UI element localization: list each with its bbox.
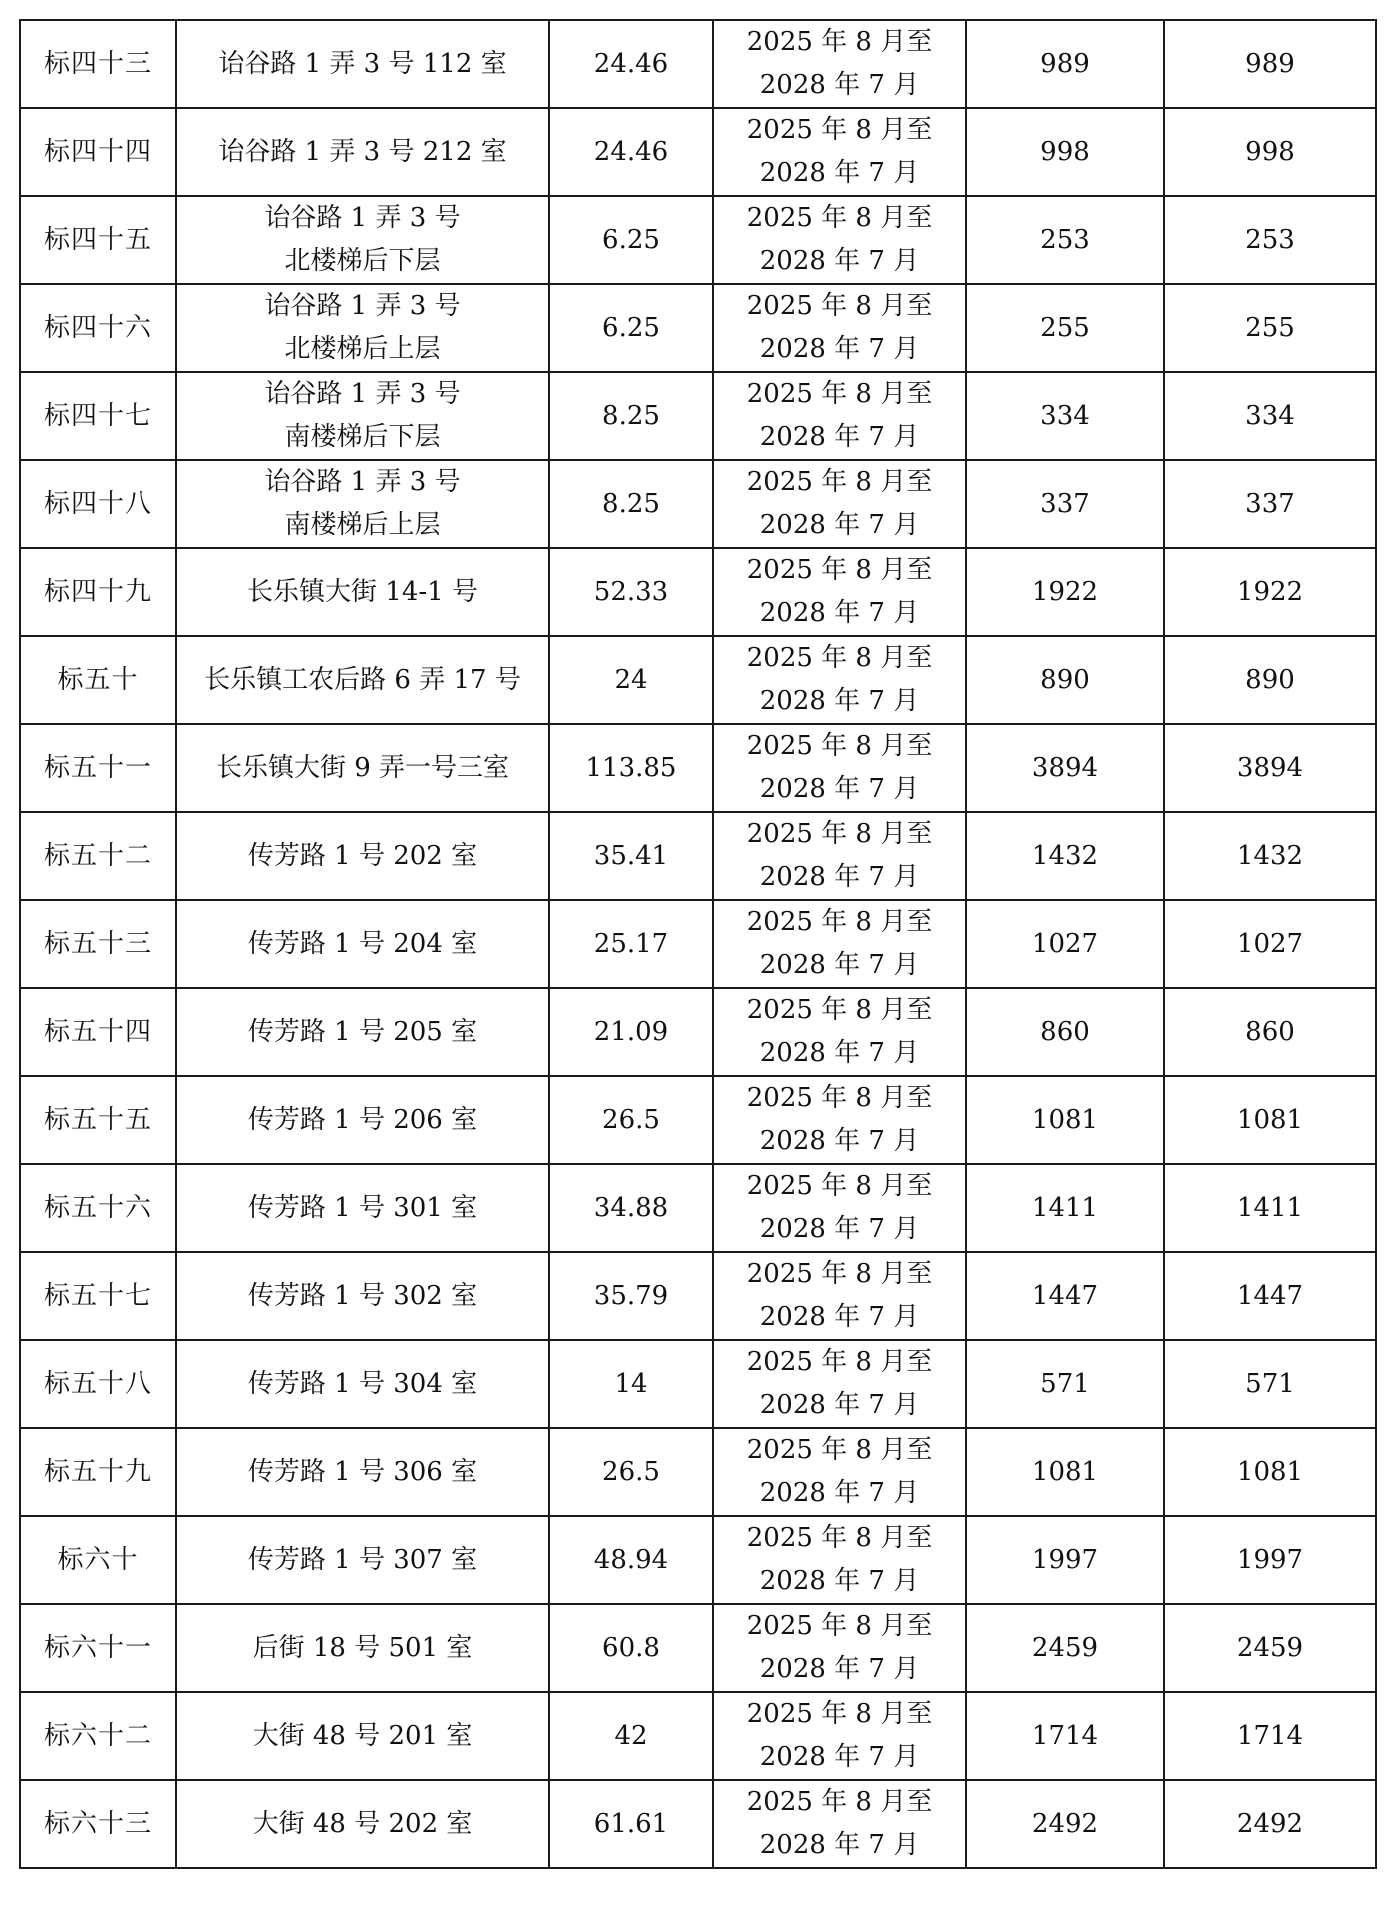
- table-row: [20, 988, 1376, 1076]
- address-cell: [176, 636, 549, 724]
- address-cell: [176, 1340, 549, 1428]
- lease-term-cell: [713, 636, 966, 724]
- area-cell: 24: [549, 636, 713, 724]
- table-row: [20, 636, 1376, 724]
- rent-cell-a: 1411: [966, 1164, 1164, 1252]
- term-line: 2028 年 7 月: [759, 1390, 920, 1420]
- lot-number-cell: 标五十二: [20, 812, 176, 900]
- address-line: 诒谷路 1 弄 3 号: [264, 467, 461, 497]
- rent-cell-a: 1081: [966, 1076, 1164, 1164]
- address-line: 长乐镇工农后路 6 弄 17 号: [204, 664, 521, 695]
- table-row: [20, 724, 1376, 812]
- lot-number-cell: 标四十七: [20, 372, 176, 460]
- term-line: 2028 年 7 月: [759, 862, 920, 892]
- rent-cell-a: 2459: [966, 1604, 1164, 1692]
- lot-number-cell: 标五十: [20, 636, 176, 724]
- rent-cell-b: 1922: [1164, 548, 1376, 636]
- area-cell: 35.79: [549, 1252, 713, 1340]
- rent-cell-a: 989: [966, 20, 1164, 108]
- address-cell: [176, 1164, 549, 1252]
- lot-number-cell: 标五十九: [20, 1428, 176, 1516]
- address-line: 南楼梯后上层: [284, 510, 441, 540]
- area-cell: 25.17: [549, 900, 713, 988]
- address-line: 传芳路 1 号 202 室: [247, 840, 478, 871]
- lot-number-cell: 标四十九: [20, 548, 176, 636]
- address-cell: [176, 20, 549, 108]
- term-line: 2025 年 8 月至: [746, 1611, 933, 1641]
- term-line: 2025 年 8 月至: [746, 819, 933, 849]
- rent-cell-b: 1081: [1164, 1076, 1376, 1164]
- lease-table-body: [20, 20, 1376, 1868]
- address-line: 诒谷路 1 弄 3 号: [264, 203, 461, 233]
- address-cell: [176, 460, 549, 548]
- address-cell: [176, 812, 549, 900]
- table-row: [20, 196, 1376, 284]
- lease-term-cell: [713, 1604, 966, 1692]
- term-line: 2025 年 8 月至: [746, 115, 933, 145]
- address-line: 诒谷路 1 弄 3 号 212 室: [218, 136, 507, 167]
- table-row: [20, 900, 1376, 988]
- lease-term-cell: [713, 108, 966, 196]
- area-cell: 24.46: [549, 108, 713, 196]
- area-cell: 8.25: [549, 460, 713, 548]
- address-line: 大街 48 号 202 室: [252, 1808, 473, 1839]
- rent-cell-b: 2459: [1164, 1604, 1376, 1692]
- lot-number-cell: 标五十八: [20, 1340, 176, 1428]
- rent-cell-a: 334: [966, 372, 1164, 460]
- address-line: 传芳路 1 号 304 室: [247, 1368, 478, 1399]
- area-cell: 21.09: [549, 988, 713, 1076]
- term-line: 2028 年 7 月: [759, 158, 920, 188]
- table-row: [20, 20, 1376, 108]
- term-line: 2025 年 8 月至: [746, 291, 933, 321]
- rent-cell-a: 998: [966, 108, 1164, 196]
- term-line: 2028 年 7 月: [759, 510, 920, 540]
- table-row: [20, 1692, 1376, 1780]
- rent-cell-b: 337: [1164, 460, 1376, 548]
- lot-number-cell: 标五十五: [20, 1076, 176, 1164]
- address-line: 北楼梯后下层: [284, 246, 441, 276]
- rent-cell-b: 1432: [1164, 812, 1376, 900]
- lease-term-cell: [713, 724, 966, 812]
- rent-cell-a: 1997: [966, 1516, 1164, 1604]
- address-line: 传芳路 1 号 204 室: [247, 928, 478, 959]
- address-line: 传芳路 1 号 206 室: [247, 1104, 478, 1135]
- term-line: 2028 年 7 月: [759, 334, 920, 364]
- address-cell: [176, 1604, 549, 1692]
- rent-cell-a: 253: [966, 196, 1164, 284]
- rent-cell-a: 1081: [966, 1428, 1164, 1516]
- lease-term-cell: [713, 1340, 966, 1428]
- table-row: [20, 284, 1376, 372]
- lease-term-cell: [713, 20, 966, 108]
- area-cell: 26.5: [549, 1076, 713, 1164]
- term-line: 2025 年 8 月至: [746, 1259, 933, 1289]
- term-line: 2025 年 8 月至: [746, 907, 933, 937]
- rent-cell-b: 998: [1164, 108, 1376, 196]
- term-line: 2028 年 7 月: [759, 1302, 920, 1332]
- lease-term-cell: [713, 1252, 966, 1340]
- address-line: 大街 48 号 201 室: [252, 1720, 473, 1751]
- term-line: 2028 年 7 月: [759, 246, 920, 276]
- address-cell: [176, 1780, 549, 1868]
- table-row: [20, 1516, 1376, 1604]
- rent-cell-a: 1027: [966, 900, 1164, 988]
- address-cell: [176, 196, 549, 284]
- term-line: 2025 年 8 月至: [746, 467, 933, 497]
- area-cell: 61.61: [549, 1780, 713, 1868]
- lease-term-cell: [713, 1692, 966, 1780]
- rent-cell-a: 2492: [966, 1780, 1164, 1868]
- term-line: 2025 年 8 月至: [746, 1171, 933, 1201]
- address-cell: [176, 108, 549, 196]
- term-line: 2028 年 7 月: [759, 70, 920, 100]
- term-line: 2028 年 7 月: [759, 1214, 920, 1244]
- address-cell: [176, 1692, 549, 1780]
- term-line: 2028 年 7 月: [759, 1126, 920, 1156]
- address-cell: [176, 372, 549, 460]
- table-row: [20, 1076, 1376, 1164]
- address-line: 传芳路 1 号 302 室: [247, 1280, 478, 1311]
- term-line: 2028 年 7 月: [759, 1742, 920, 1772]
- rent-cell-a: 1447: [966, 1252, 1164, 1340]
- address-cell: [176, 724, 549, 812]
- rent-cell-a: 571: [966, 1340, 1164, 1428]
- lot-number-cell: 标五十四: [20, 988, 176, 1076]
- rent-cell-a: 1714: [966, 1692, 1164, 1780]
- lot-number-cell: 标五十七: [20, 1252, 176, 1340]
- term-line: 2025 年 8 月至: [746, 555, 933, 585]
- table-row: [20, 372, 1376, 460]
- lot-number-cell: 标四十三: [20, 20, 176, 108]
- table-row: [20, 108, 1376, 196]
- lease-term-cell: [713, 812, 966, 900]
- rent-cell-a: 255: [966, 284, 1164, 372]
- rent-cell-a: 890: [966, 636, 1164, 724]
- address-cell: [176, 900, 549, 988]
- term-line: 2025 年 8 月至: [746, 1787, 933, 1817]
- address-cell: [176, 1516, 549, 1604]
- area-cell: 48.94: [549, 1516, 713, 1604]
- area-cell: 34.88: [549, 1164, 713, 1252]
- lease-term-cell: [713, 1076, 966, 1164]
- lot-number-cell: 标四十八: [20, 460, 176, 548]
- address-cell: [176, 284, 549, 372]
- lease-term-cell: [713, 988, 966, 1076]
- table-row: [20, 1252, 1376, 1340]
- rent-cell-b: 1997: [1164, 1516, 1376, 1604]
- lease-term-cell: [713, 1164, 966, 1252]
- address-line: 长乐镇大街 14-1 号: [247, 576, 478, 607]
- term-line: 2028 年 7 月: [759, 950, 920, 980]
- term-line: 2025 年 8 月至: [746, 1347, 933, 1377]
- address-line: 传芳路 1 号 205 室: [247, 1016, 478, 1047]
- term-line: 2025 年 8 月至: [746, 1523, 933, 1553]
- lease-term-cell: [713, 1780, 966, 1868]
- table-row: [20, 548, 1376, 636]
- rent-cell-b: 253: [1164, 196, 1376, 284]
- address-cell: [176, 988, 549, 1076]
- table-row: [20, 1604, 1376, 1692]
- term-line: 2025 年 8 月至: [746, 731, 933, 761]
- rent-cell-b: 1714: [1164, 1692, 1376, 1780]
- term-line: 2028 年 7 月: [759, 774, 920, 804]
- area-cell: 6.25: [549, 284, 713, 372]
- term-line: 2025 年 8 月至: [746, 1083, 933, 1113]
- address-line: 长乐镇大街 9 弄一号三室: [215, 752, 510, 783]
- rent-cell-a: 3894: [966, 724, 1164, 812]
- rent-cell-b: 3894: [1164, 724, 1376, 812]
- area-cell: 6.25: [549, 196, 713, 284]
- address-line: 诒谷路 1 弄 3 号: [264, 291, 461, 321]
- rent-cell-b: 2492: [1164, 1780, 1376, 1868]
- term-line: 2025 年 8 月至: [746, 643, 933, 673]
- address-line: 后街 18 号 501 室: [252, 1632, 473, 1663]
- area-cell: 14: [549, 1340, 713, 1428]
- table-row: [20, 1164, 1376, 1252]
- lot-number-cell: 标六十二: [20, 1692, 176, 1780]
- lease-term-cell: [713, 900, 966, 988]
- area-cell: 113.85: [549, 724, 713, 812]
- address-cell: [176, 1428, 549, 1516]
- address-cell: [176, 1252, 549, 1340]
- address-cell: [176, 548, 549, 636]
- term-line: 2025 年 8 月至: [746, 995, 933, 1025]
- rent-cell-b: 890: [1164, 636, 1376, 724]
- lot-number-cell: 标五十六: [20, 1164, 176, 1252]
- lease-term-cell: [713, 372, 966, 460]
- area-cell: 26.5: [549, 1428, 713, 1516]
- term-line: 2028 年 7 月: [759, 422, 920, 452]
- rent-cell-b: 334: [1164, 372, 1376, 460]
- lease-term-cell: [713, 460, 966, 548]
- table-row: [20, 1428, 1376, 1516]
- lot-number-cell: 标六十一: [20, 1604, 176, 1692]
- address-line: 北楼梯后上层: [284, 334, 441, 364]
- address-cell: [176, 1076, 549, 1164]
- lease-term-cell: [713, 196, 966, 284]
- lease-table: [19, 19, 1377, 1869]
- rent-cell-a: 1432: [966, 812, 1164, 900]
- lot-number-cell: 标五十一: [20, 724, 176, 812]
- term-line: 2028 年 7 月: [759, 1830, 920, 1860]
- area-cell: 60.8: [549, 1604, 713, 1692]
- address-line: 传芳路 1 号 307 室: [247, 1544, 478, 1575]
- rent-cell-a: 860: [966, 988, 1164, 1076]
- lot-number-cell: 标五十三: [20, 900, 176, 988]
- rent-cell-b: 1447: [1164, 1252, 1376, 1340]
- term-line: 2025 年 8 月至: [746, 1699, 933, 1729]
- lot-number-cell: 标四十五: [20, 196, 176, 284]
- table-row: [20, 1340, 1376, 1428]
- lot-number-cell: 标六十: [20, 1516, 176, 1604]
- table-row: [20, 1780, 1376, 1868]
- area-cell: 8.25: [549, 372, 713, 460]
- area-cell: 52.33: [549, 548, 713, 636]
- lease-term-cell: [713, 1516, 966, 1604]
- term-line: 2028 年 7 月: [759, 1038, 920, 1068]
- address-line: 诒谷路 1 弄 3 号 112 室: [218, 48, 507, 79]
- term-line: 2025 年 8 月至: [746, 203, 933, 233]
- lease-term-cell: [713, 548, 966, 636]
- term-line: 2025 年 8 月至: [746, 1435, 933, 1465]
- lease-term-cell: [713, 1428, 966, 1516]
- lot-number-cell: 标四十四: [20, 108, 176, 196]
- rent-cell-b: 1081: [1164, 1428, 1376, 1516]
- rent-cell-b: 255: [1164, 284, 1376, 372]
- address-line: 传芳路 1 号 306 室: [247, 1456, 478, 1487]
- area-cell: 35.41: [549, 812, 713, 900]
- lot-number-cell: 标六十三: [20, 1780, 176, 1868]
- address-line: 南楼梯后下层: [284, 422, 441, 452]
- term-line: 2025 年 8 月至: [746, 27, 933, 57]
- rent-cell-a: 337: [966, 460, 1164, 548]
- table-row: [20, 812, 1376, 900]
- rent-cell-b: 571: [1164, 1340, 1376, 1428]
- term-line: 2028 年 7 月: [759, 686, 920, 716]
- rent-cell-b: 1411: [1164, 1164, 1376, 1252]
- address-line: 诒谷路 1 弄 3 号: [264, 379, 461, 409]
- term-line: 2028 年 7 月: [759, 598, 920, 628]
- table-row: [20, 460, 1376, 548]
- lot-number-cell: 标四十六: [20, 284, 176, 372]
- term-line: 2025 年 8 月至: [746, 379, 933, 409]
- term-line: 2028 年 7 月: [759, 1478, 920, 1508]
- lease-term-cell: [713, 284, 966, 372]
- term-line: 2028 年 7 月: [759, 1654, 920, 1684]
- rent-cell-b: 989: [1164, 20, 1376, 108]
- term-line: 2028 年 7 月: [759, 1566, 920, 1596]
- rent-cell-a: 1922: [966, 548, 1164, 636]
- area-cell: 42: [549, 1692, 713, 1780]
- address-line: 传芳路 1 号 301 室: [247, 1192, 478, 1223]
- rent-cell-b: 860: [1164, 988, 1376, 1076]
- area-cell: 24.46: [549, 20, 713, 108]
- rent-cell-b: 1027: [1164, 900, 1376, 988]
